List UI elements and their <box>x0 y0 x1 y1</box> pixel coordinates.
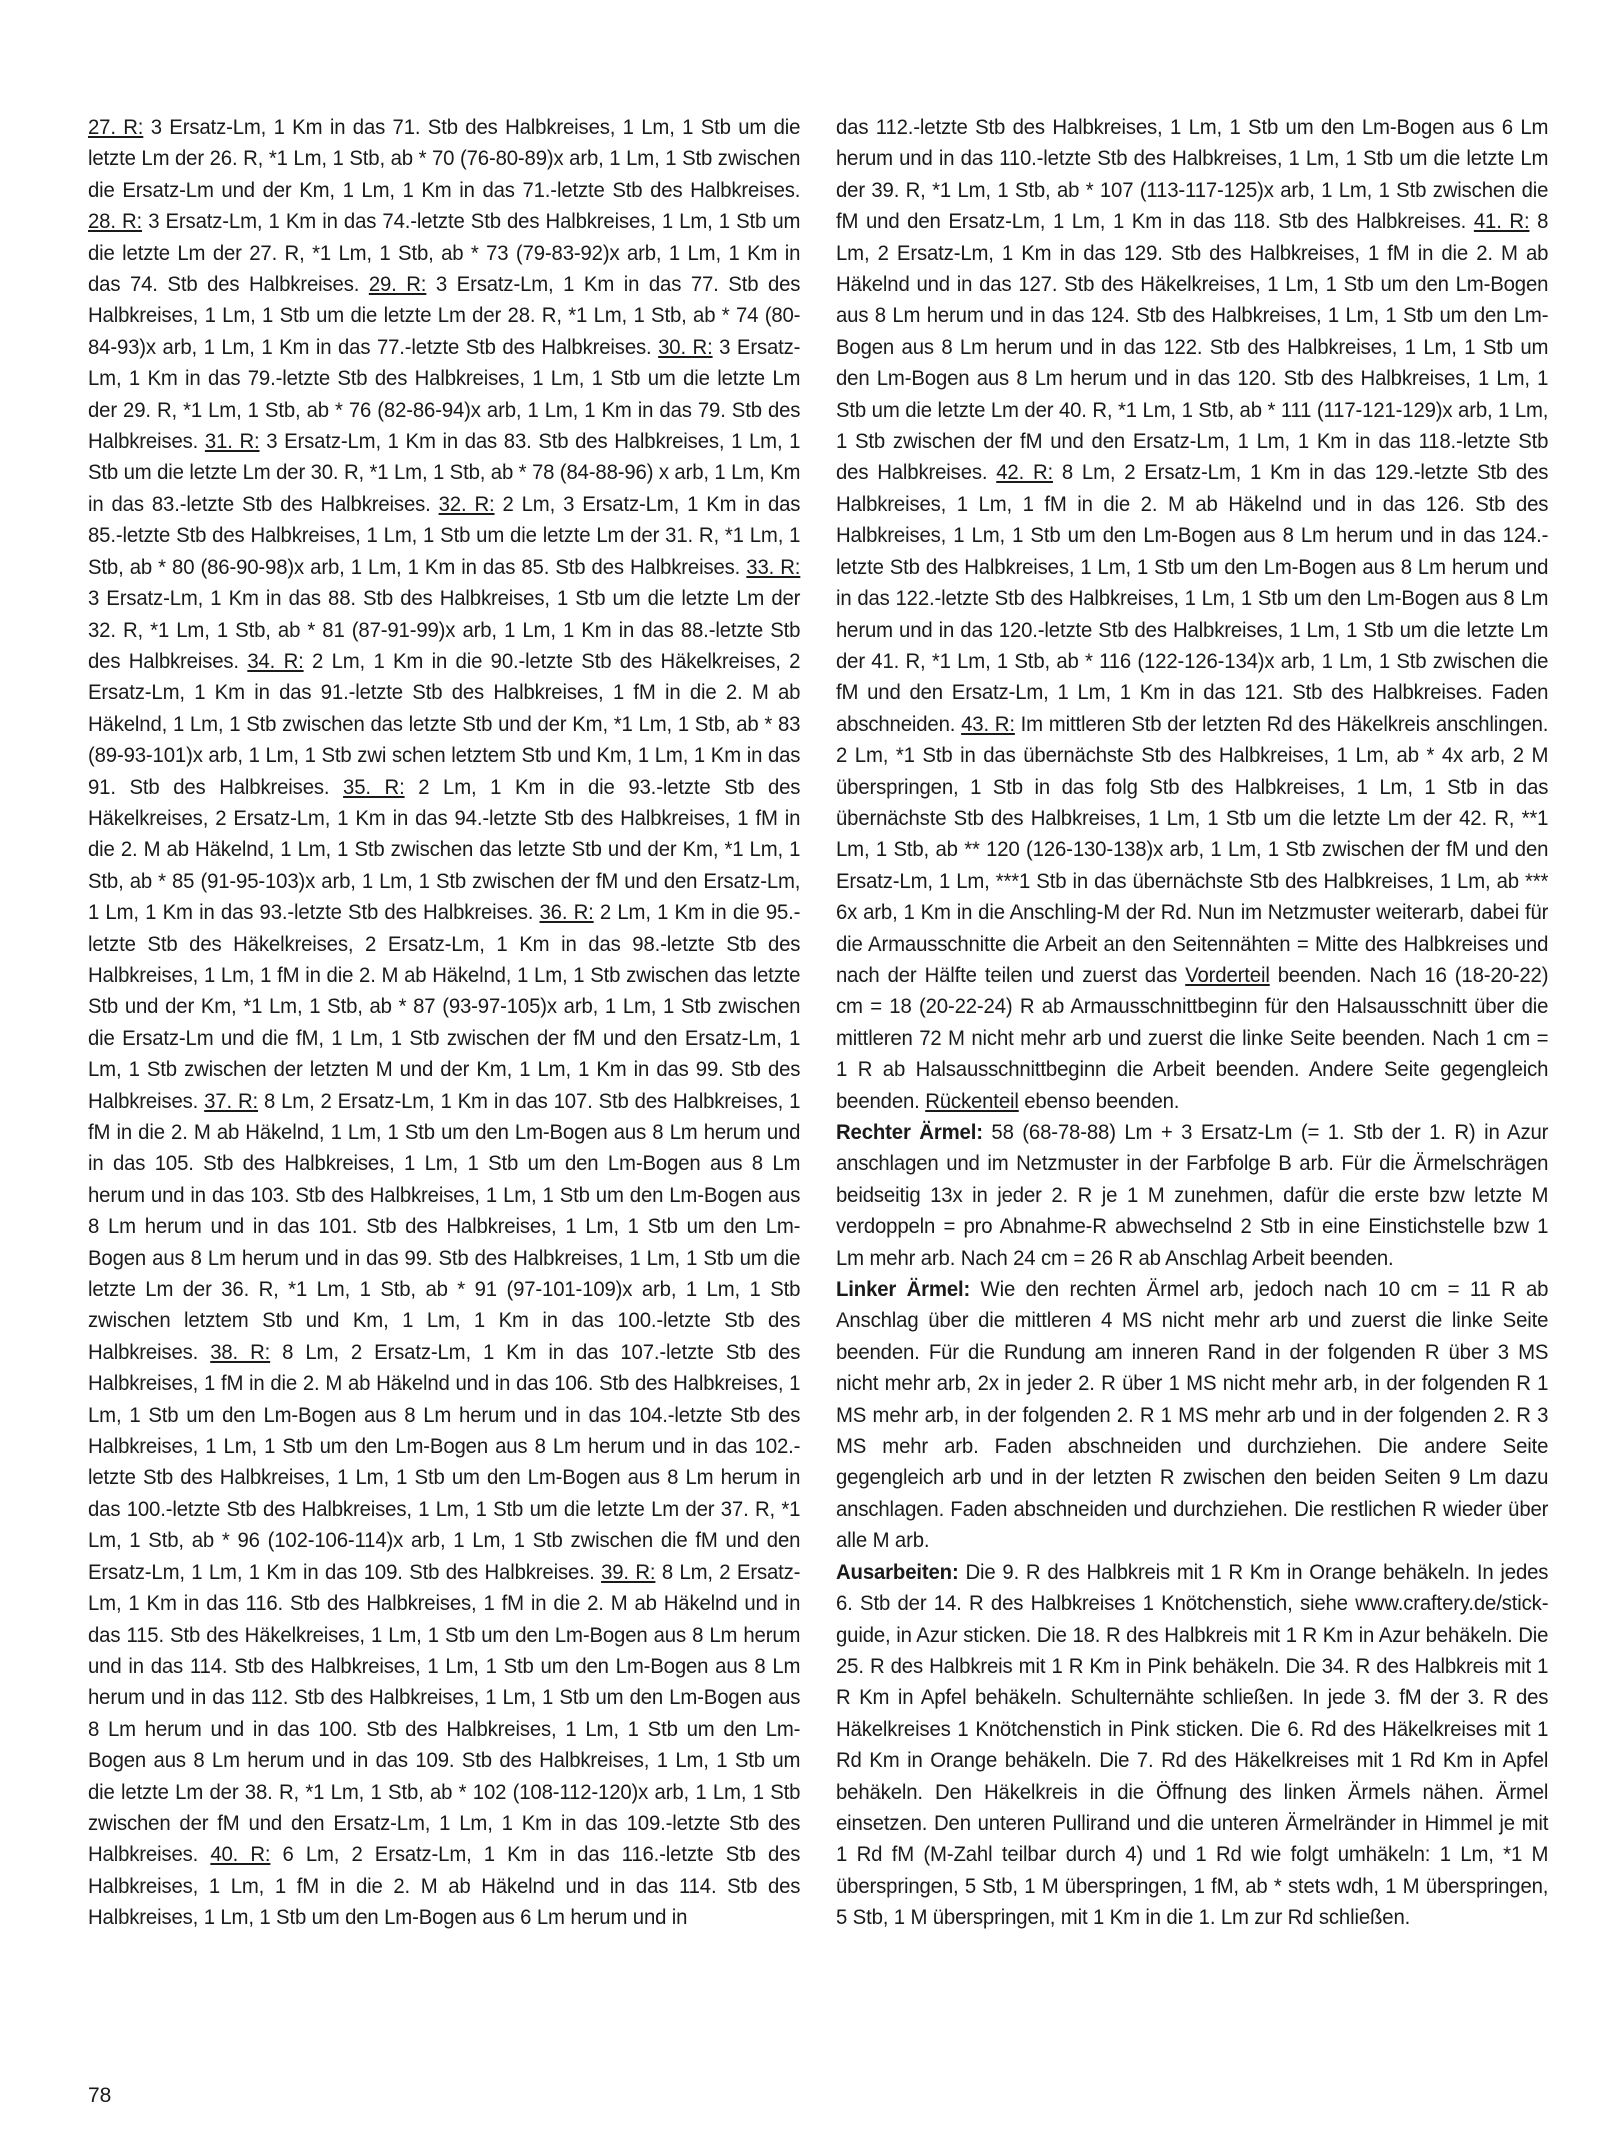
section-label: Rechter Ärmel: <box>836 1121 983 1144</box>
row-text: 3 Ersatz-Lm, 1 Km in das 74.-letzte Stb des Halbkreises, 1 Lm, 1 Stb um die letzte Lm der 27. R, *1 Lm, 1 Stb, ab * 73 (79-83-92)x arb, 1 Lm, 1 Km in das 74. Stb des Halbkreises. <box>88 210 801 297</box>
row-text: 3 Ersatz-Lm, 1 Km in das 77. Stb des Halbkreises, 1 Lm, 1 Stb um die letzte Lm der 28. R, *1 Lm, 1 Stb, ab * 74 (80-84-93)x arb, 1 Lm, 1 Km in das 77.-letzte Stb des Halbkreises. <box>88 273 801 359</box>
row-marker: 43. R: <box>961 712 1015 736</box>
section-label: Ausarbeiten: <box>836 1560 959 1584</box>
section-right-sleeve <box>836 1117 1548 1274</box>
row-marker: 41. R: <box>1473 210 1530 234</box>
row-text: 8 Lm, 2 Ersatz-Lm, 1 Km in das 129.-letzte Stb des Halbkreises, 1 Lm, 1 fM in die 2. M ab Häkelnd und in das 126. Stb des Halbkreises, 1 Lm, 1 Stb um den Lm-Bogen aus 8 Lm herum und in das 124.-letzte Stb des Halbkreises, 1 Lm, 1 Stb um den Lm-Bogen aus 8 Lm herum und in das 122.-letzte Stb des Halbkreises, 1 Lm, 1 Stb um den Lm-Bogen aus 8 Lm herum und in das 120.-letzte Stb des Halbkreises, 1 Lm, 1 Stb um die letzte Lm der 41. R, *1 Lm, 1 Stb, ab * 116 (122-126-134)x arb, 1 Lm, 1 Stb zwischen die fM und den Ersatz-Lm, 1 Lm, 1 Km in das 121. Stb des Halbkreises. Faden abschneiden. <box>836 461 1549 736</box>
row-27 <box>88 116 800 202</box>
row-marker: 29. R: <box>368 273 427 297</box>
row-text: 6 Lm, 2 Ersatz-Lm, 1 Km in das 116.-letzte Stb des Halbkreises, 1 Lm, 1 fM in die 2. M ab Häkelnd und in das 114. Stb des Halbkreises, 1 Lm, 1 Stb um den Lm-Bogen aus 6 Lm herum und in <box>88 1843 801 1930</box>
row-text: 3 Ersatz-Lm, 1 Km in das 71. Stb des Halbkreises, 1 Lm, 1 Stb um die letzte Lm der 26. R, *1 Lm, 1 Stb, ab * 70 (76-80-89)x arb, 1 Lm, 1 Stb zwischen die Ersatz-Lm und der Km, 1 Lm, 1 Km in das 71.-letzte Stb des Halbkreises. <box>88 116 801 202</box>
page-number: 78 <box>88 2084 112 2107</box>
row-marker: 35. R: <box>343 775 405 799</box>
row-text: 3 Ersatz-Lm, 1 Km in das 88. Stb des Halbkreises, 1 Stb um die letzte Lm der 32. R, *1 Lm, 1 Stb, ab * 81 (87-91-99)x arb, 1 Lm, 1 Km in das 88.-letzte Stb des Halbkreises. <box>88 587 801 673</box>
row-marker: 27. R: <box>88 116 144 139</box>
continued-text: das 112.-letzte Stb des Halbkreises, 1 Lm, 1 Stb um den Lm-Bogen aus 6 Lm herum und in das 110.-letzte Stb des Halbkreises, 1 Lm, 1 Stb um die letzte Lm der 39. R, *1 Lm, 1 Stb, ab * 107 (113-117-125)x arb, 1 Lm, 1 Stb zwischen die fM und den Ersatz-Lm, 1 Lm, 1 Km in das 118. Stb des Halbkreises. <box>836 116 1549 234</box>
row-39 <box>88 1561 800 1867</box>
left-instructions <box>88 112 800 1934</box>
section-text: 58 (68-78-88) Lm + 3 Ersatz-Lm (= 1. Stb der 1. R) in Azur anschlagen und im Netzmuster in der Farbfolge B arb. Für die Ärmelschrägen beidseitig 13x in jeder 2. R je 1 M zunehmen, dafür die erste bzw letzte M verdoppeln = pro Abnahme-R abwechselnd 2 Stb in eine Einstichstelle bzw 1 Lm mehr arb. Nach 24 cm = 26 R ab Anschlag Arbeit beenden. <box>836 1121 1549 1270</box>
right-instructions <box>836 112 1548 1117</box>
row-text: 2 Lm, 1 Km in die 90.-letzte Stb des Häkelkreises, 2 Ersatz-Lm, 1 Km in das 91.-letzte Stb des Halbkreises, 1 fM in die 2. M ab Häkelnd, 1 Lm, 1 Stb zwischen das letzte Stb und der Km, *1 Lm, 1 Stb, ab * 83 (89-93-101)x arb, 1 Lm, 1 Stb zwi schen letztem Stb und Km, 1 Lm, 1 Km in das 91. Stb des Halbkreises. <box>88 649 801 799</box>
row-text: 3 Ersatz-Lm, 1 Km in das 83. Stb des Halbkreises, 1 Lm, 1 Stb um die letzte Lm der 30. R, *1 Lm, 1 Stb, ab * 78 (84-88-96) x arb, 1 Lm, Km in das 83.-letzte Stb des Halbkreises. <box>88 430 801 516</box>
row-text: 2 Lm, 1 Km in die 93.-letzte Stb des Häkelkreises, 2 Ersatz-Lm, 1 Km in das 94.-letzte Stb des Halbkreises, 1 fM in die 2. M ab Häkelnd, 1 Lm, 1 Stb zwischen das letzte Stb und der Km, *1 Lm, 1 Stb, ab * 85 (91-95-103)x arb, 1 Lm, 1 Stb zwischen der fM und den Ersatz-Lm, 1 Lm, 1 Km in das 93.-letzte Stb des Halbkreises. <box>88 775 801 925</box>
section-label: Linker Ärmel: <box>836 1278 971 1302</box>
back-piece-term: Rückenteil <box>925 1089 1019 1113</box>
row-marker: 42. R: <box>996 461 1054 485</box>
section-finishing <box>836 1557 1548 1934</box>
row-marker: 32. R: <box>438 492 495 516</box>
row-text: 3 Ersatz-Lm, 1 Km in das 79.-letzte Stb des Halbkreises, 1 Lm, 1 Stb um die letzte Lm der 29. R, *1 Lm, 1 Stb, ab * 76 (82-86-94)x arb, 1 Lm, 1 Km in das 79. Stb des Halbkreises. <box>88 335 801 454</box>
row-text: 8 Lm, 2 Ersatz-Lm, 1 Km in das 129. Stb des Halbkreises, 1 fM in die 2. M ab Häkelnd und in das 127. Stb des Häkelkreises, 1 Lm, 1 Stb um den Lm-Bogen aus 8 Lm herum und in das 124. Stb des Halbkreises, 1 Lm, 1 Stb um den Lm-Bogen aus 8 Lm herum und in das 122. Stb des Halbkreises, 1 Lm, 1 Stb um den Lm-Bogen aus 8 Lm herum und in das 120. Stb des Halbkreises, 1 Lm, 1 Stb um die letzte Lm der 40. R, *1 Lm, 1 Stb, ab * 111 (117-121-129)x arb, 1 Lm, 1 Stb zwischen der fM und den Ersatz-Lm, 1 Lm, 1 Km in das 118.-letzte Stb des Halbkreises. <box>836 210 1549 485</box>
row-text: 8 Lm, 2 Ersatz-Lm, 1 Km in das 107. Stb des Halbkreises, 1 fM in die 2. M ab Häkelnd, 1 Lm, 1 Stb um den Lm-Bogen aus 8 Lm herum und in das 105. Stb des Halbkreises, 1 Lm, 1 Stb um den Lm-Bogen aus 8 Lm herum und in das 103. Stb des Halbkreises, 1 Lm, 1 Stb um den Lm-Bogen aus 8 Lm herum und in das 101. Stb des Halbkreises, 1 Lm, 1 Stb um den Lm-Bogen aus 8 Lm herum und in das 99. Stb des Halbkreises, 1 Lm, 1 Stb um die letzte Lm der 36. R, *1 Lm, 1 Stb, ab * 91 (97-101-109)x arb, 1 Lm, 1 Stb zwischen letztem Stb und Km, 1 Lm, 1 Km in das 100.-letzte Stb des Halbkreises. <box>88 1089 801 1364</box>
row-marker: 37. R: <box>204 1089 259 1113</box>
section-left-sleeve <box>836 1274 1548 1557</box>
right-column <box>836 112 1548 1934</box>
row-marker: 31. R: <box>204 430 260 454</box>
left-column <box>88 112 800 1934</box>
row-text: Im mittleren Stb der letzten Rd des Häkelkreis anschlingen. 2 Lm, *1 Stb in das übernächste Stb des Halbkreises, 1 Lm, ab * 4x arb, 2 M überspringen, 1 Stb in das folg Stb des Halbkreises, 1 Lm, 1 Stb in das übernächste Stb des Halbkreises, 1 Lm, 1 Stb um die letzte Lm der 42. R, **1 Lm, 1 Stb, ab ** 120 (126-130-138)x arb, 1 Lm, 1 Stb zwischen der fM und den Ersatz-Lm, 1 Lm, ***1 Stb in das übernächste Stb des Halbkreises, 1 Lm, ab *** 6x arb, 1 Km in die Anschling-M der Rd. Nun im Netzmuster weiterarb, dabei für die Armausschnitte die Arbeit an den Seitennähten = Mitte des Halbkreises und nach der Hälfte teilen und zuerst das <box>836 712 1549 987</box>
front-piece-term: Vorderteil <box>1185 963 1270 987</box>
row-marker: 30. R: <box>658 335 713 359</box>
section-text: Die 9. R des Halbkreis mit 1 R Km in Orange behäkeln. In jedes 6. Stb der 14. R des Halbkreises 1 Knötchenstich, siehe www.craftery.de/stick-guide, in Azur sticken. Die 18. R des Halbkreis mit 1 R Km in Azur behäkeln. Die 25. R des Halbkreis mit 1 R Km in Pink behäkeln. Die 34. R des Halbkreis mit 1 R Km in Apfel behäkeln. Schulternähte schließen. In jede 3. fM der 3. R des Häkelkreises 1 Knötchenstich in Pink sticken. Die 6. Rd des Häkelkreises mit 1 Rd Km in Orange behäkeln. Die 7. Rd des Häkelkreises mit 1 Rd Km in Apfel behäkeln. Den Häkelkreis in die Öffnung des linken Ärmels nähen. Ärmel einsetzen. Den unteren Pullirand und die unteren Ärmelränder in Himmel je mit 1 Rd fM (M-Zahl teilbar durch 4) und 1 Rd wie folgt umhäkeln: 1 Lm, *1 M überspringen, 5 Stb, 1 M überspringen, 1 fM, ab * stets wdh, 1 M überspringen, 5 Stb, 1 M überspringen, mit 1 Km in die 1. Lm zur Rd schließen. <box>836 1560 1549 1930</box>
row-marker: 28. R: <box>88 210 143 234</box>
row-marker: 36. R: <box>539 901 594 925</box>
row-marker: 33. R: <box>746 555 801 579</box>
row-marker: 38. R: <box>210 1340 271 1364</box>
row-41 <box>836 210 1548 484</box>
row-text: 8 Lm, 2 Ersatz-Lm, 1 Km in das 116. Stb des Halbkreises, 1 fM in die 2. M ab Häkelnd und in das 115. Stb des Häkelkreises, 1 Lm, 1 Stb um den Lm-Bogen aus 8 Lm herum und in das 114. Stb des Halbkreises, 1 Lm, 1 Stb um den Lm-Bogen aus 8 Lm herum und in das 112. Stb des Halbkreises, 1 Lm, 1 Stb um den Lm-Bogen aus 8 Lm herum und in das 100. Stb des Halbkreises, 1 Lm, 1 Stb um den Lm-Bogen aus 8 Lm herum und in das 109. Stb des Halbkreises, 1 Lm, 1 Stb um die letzte Lm der 38. R, *1 Lm, 1 Stb, ab * 102 (108-112-120)x arb, 1 Lm, 1 Stb zwischen der fM und den Ersatz-Lm, 1 Lm, 1 Km in das 109.-letzte Stb des Halbkreises. <box>88 1560 801 1867</box>
back-piece-text: ebenso beenden. <box>1018 1089 1180 1113</box>
row-marker: 39. R: <box>601 1560 656 1584</box>
row-text: 2 Lm, 3 Ersatz-Lm, 1 Km in das 85.-letzte Stb des Halbkreises, 1 Lm, 1 Stb um die letzte Lm der 31. R, *1 Lm, 1 Stb, ab * 80 (86-90-98)x arb, 1 Lm, 1 Km in das 85. Stb des Halbkreises. <box>88 492 801 579</box>
row-marker: 40. R: <box>210 1843 271 1867</box>
row-text: 2 Lm, 1 Km in die 95.-letzte Stb des Häkelkreises, 2 Ersatz-Lm, 1 Km in das 98.-letzte Stb des Halbkreises, 1 Lm, 1 fM in die 2. M ab Häkelnd, 1 Lm, 1 Stb zwischen das letzte Stb und der Km, *1 Lm, 1 Stb, ab * 87 (93-97-105)x arb, 1 Lm, 1 Stb zwischen die Ersatz-Lm und die fM, 1 Lm, 1 Stb zwischen der fM und den Ersatz-Lm, 1 Lm, 1 Stb zwischen der letzten M und der Km, 1 Lm, 1 Km in das 99. Stb des Halbkreises. <box>88 901 801 1113</box>
row-marker: 34. R: <box>247 649 304 673</box>
row-38 <box>88 1341 800 1584</box>
row-37 <box>88 1090 800 1364</box>
front-piece-text: beenden. Nach 16 (18-20-22) cm = 18 (20-22-24) R ab Armausschnittbeginn für den Halsausschnitt über die mittleren 72 M nicht mehr arb und zuerst die linke Seite beenden. Nach 1 cm = 1 R ab Halsausschnittbeginn die Arbeit beenden. Andere Seite gegengleich beenden. <box>836 963 1549 1113</box>
row-text: 8 Lm, 2 Ersatz-Lm, 1 Km in das 107.-letzte Stb des Halbkreises, 1 fM in die 2. M ab Häkelnd und in das 106. Stb des Halbkreises, 1 Lm, 1 Stb um den Lm-Bogen aus 8 Lm herum und in das 104.-letzte Stb des Halbkreises, 1 Lm, 1 Stb um den Lm-Bogen aus 8 Lm herum und in das 102.-letzte Stb des Halbkreises, 1 Lm, 1 Stb um den Lm-Bogen aus 8 Lm herum in das 100.-letzte Stb des Halbkreises, 1 Lm, 1 Stb um die letzte Lm der 37. R, *1 Lm, 1 Stb, ab * 96 (102-106-114)x arb, 1 Lm, 1 Stb zwischen die fM und den Ersatz-Lm, 1 Lm, 1 Km in das 109. Stb des Halbkreises. <box>88 1340 801 1584</box>
row-43 <box>836 713 1548 1113</box>
row-42 <box>836 461 1548 735</box>
row-36 <box>88 901 800 1112</box>
section-text: Wie den rechten Ärmel arb, jedoch nach 10 cm = 11 R ab Anschlag über die mittleren 4 MS nicht mehr arb und zuerst die linke Seite beenden. Für die Rundung am inneren Rand in der folgenden R über 3 MS nicht mehr arb, 2x in jeder 2. R über 1 MS nicht mehr arb, in der folgenden R 1 MS mehr arb, in der folgenden 2. R 1 MS mehr arb und in der folgenden 2. R 3 MS mehr arb. Faden abschneiden und durchziehen. Die andere Seite gegengleich arb und in der letzten R zwischen den beiden Seiten 9 Lm dazu anschlagen. Faden abschneiden und durchziehen. Die restlichen R wieder über alle M arb. <box>836 1278 1549 1553</box>
